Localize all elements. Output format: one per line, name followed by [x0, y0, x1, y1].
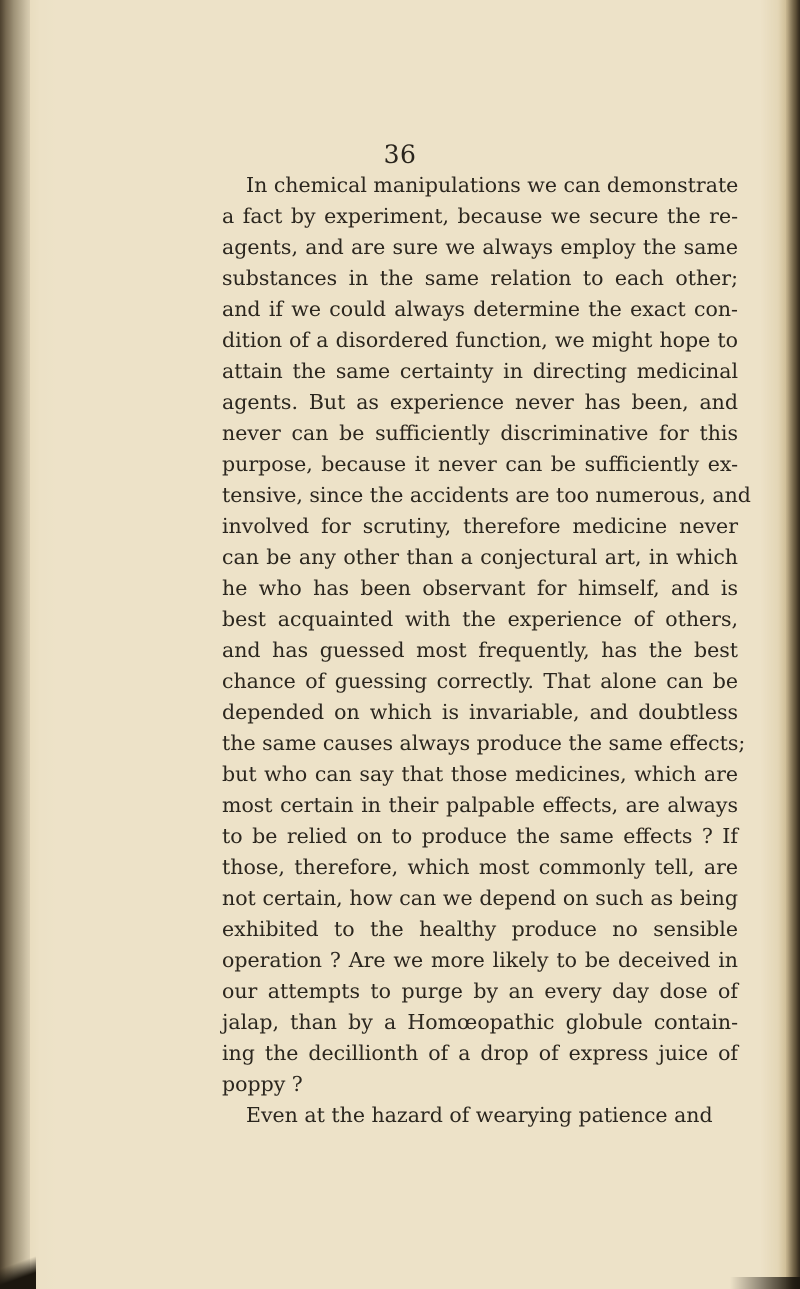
- text-line: poppy ?: [222, 1072, 303, 1096]
- text-line: ing the decillionth of a drop of express juice of: [222, 1041, 738, 1065]
- text-line: best acquainted with the experience of others,: [222, 607, 738, 631]
- text-line: and if we could always determine the exact con-: [222, 297, 738, 321]
- text-line: the same causes always produce the same effects;: [222, 731, 746, 755]
- text-line: agents, and are sure we always employ the same: [222, 235, 738, 259]
- text-line: never can be sufficiently discriminative for this: [222, 421, 738, 445]
- text-line: agents. But as experience never has been, and: [222, 390, 738, 414]
- text-line: In chemical manipulations we can demonstrate: [246, 173, 739, 197]
- text-line: tensive, since the accidents are too numerous, and: [222, 483, 751, 507]
- text-line: jalap, than by a Homœopathic globule contain-: [222, 1010, 738, 1034]
- text-line: chance of guessing correctly. That alone can be: [222, 669, 738, 693]
- scan-edge-mark-left: [0, 1247, 36, 1289]
- text-line: involved for scrutiny, therefore medicine never: [222, 514, 738, 538]
- text-line: exhibited to the healthy produce no sensible: [222, 917, 738, 941]
- text-line: a fact by experiment, because we secure the re-: [222, 204, 738, 228]
- text-line: but who can say that those medicines, which are: [222, 762, 738, 786]
- page-edge: [786, 0, 800, 1289]
- text-line: our attempts to purge by an every day dose of: [222, 979, 738, 1003]
- text-line: he who has been observant for himself, and is: [222, 576, 738, 600]
- text-line: can be any other than a conjectural art, in which: [222, 545, 738, 569]
- page-number: 36: [383, 140, 417, 169]
- body-text: [222, 170, 751, 1131]
- text-line: substances in the same relation to each other;: [222, 266, 738, 290]
- text-line: Even at the hazard of wearying patience and: [246, 1103, 713, 1127]
- text-line: depended on which is invariable, and doubtless: [222, 700, 738, 724]
- text-line: and has guessed most frequently, has the best: [222, 638, 738, 662]
- text-line: not certain, how can we depend on such as being: [222, 886, 738, 910]
- text-line: attain the same certainty in directing medicinal: [222, 359, 738, 383]
- text-line: dition of a disordered function, we might hope to: [222, 328, 738, 352]
- text-line: to be relied on to produce the same effects ? If: [222, 824, 738, 848]
- text-line: those, therefore, which most commonly tell, are: [222, 855, 738, 879]
- binding-shadow: [0, 0, 30, 1289]
- scan-edge-mark-right: [730, 1277, 800, 1289]
- text-line: operation ? Are we more likely to be deceived in: [222, 948, 738, 972]
- text-line: purpose, because it never can be sufficiently ex-: [222, 452, 738, 476]
- text-line: most certain in their palpable effects, are always: [222, 793, 738, 817]
